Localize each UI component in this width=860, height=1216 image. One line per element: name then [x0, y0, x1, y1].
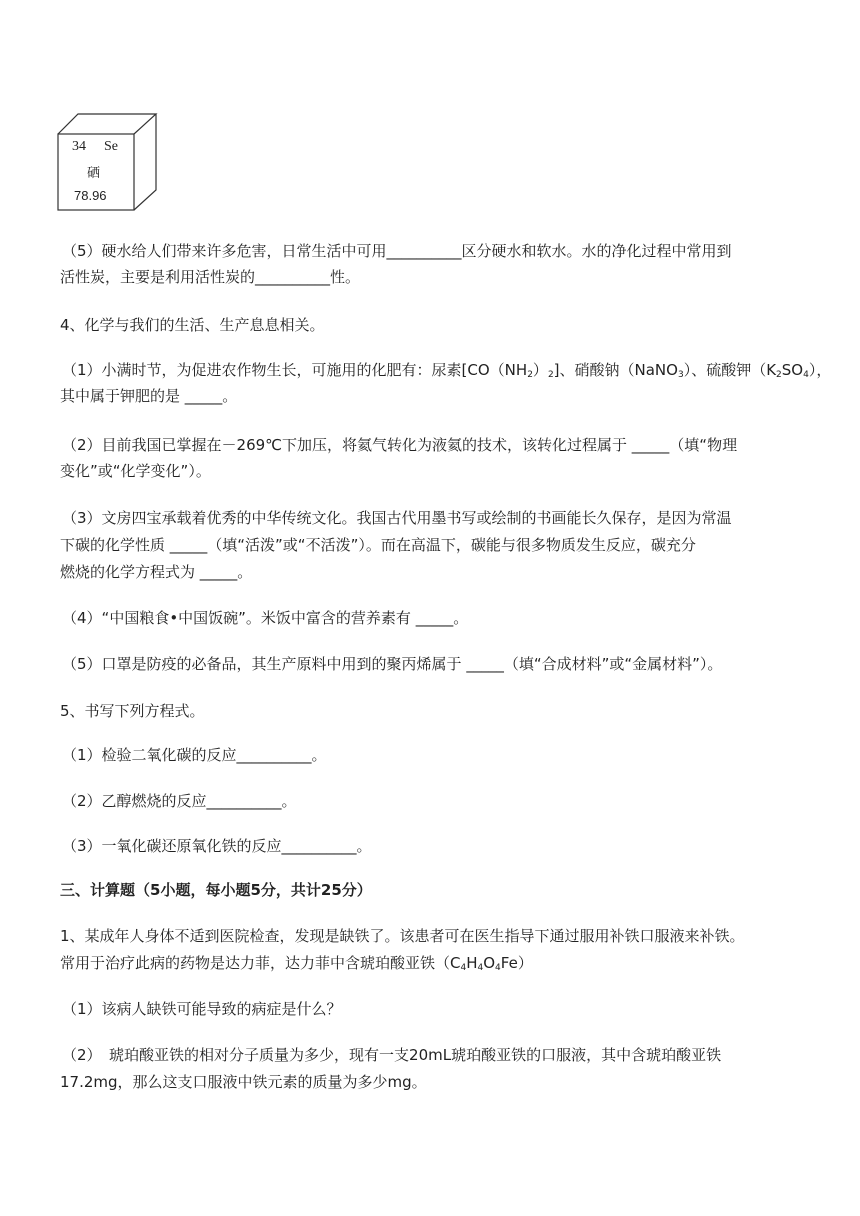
q3-5-line-2: 活性炭，主要是利用活性炭的__________性。	[60, 268, 361, 286]
q4-title: 4、化学与我们的生活、生产息息相关。	[60, 316, 325, 334]
q4-1-line-2: 其中属于钾肥的是 _____。	[60, 387, 238, 405]
q4-2-line-1: （2）目前我国已掌握在－269℃下加压，将氦气转化为液氦的技术，该转化过程属于 _____（填“物理	[62, 436, 738, 454]
c1-line-2: 常用于治疗此病的药物是达力菲，达力菲中含琥珀酸亚铁$(C_4H_4O_4Fe)$	[60, 954, 533, 973]
section-3-title: 三、计算题（5小题，每小题5分，共计25分）	[60, 881, 372, 899]
q5-3: （3）一氧化碳还原氧化铁的反应__________。	[62, 837, 372, 855]
element-number: 34	[72, 139, 86, 154]
q4-3-line-3: 燃烧的化学方程式为 _____。	[60, 563, 253, 581]
q5-2: （2）乙醇燃烧的反应__________。	[62, 792, 297, 810]
q4-4: （4）“中国粮食•中国饭碗”。米饭中富含的营养素有 _____。	[62, 609, 469, 627]
c1-2-line-1: （2） 琥珀酸亚铁的相对分子质量为多少，现有一支20mL琥珀酸亚铁的口服液，其中含琥珀酸亚铁	[62, 1046, 722, 1064]
q5-title: 5、书写下列方程式。	[60, 702, 205, 720]
q4-3-line-2: 下碳的化学性质 _____（填“活泼”或“不活泼”）。而在高温下，碳能与很多物质发生反应，碳充分	[60, 536, 696, 554]
q4-2-line-2: 变化”或“化学变化”）。	[60, 462, 211, 480]
q4-5: （5）口罩是防疫的必备品，其生产原料中用到的聚丙烯属于 _____（填“合成材料”或“金属材料”）。	[62, 655, 723, 673]
q3-5-line-1: （5）硬水给人们带来许多危害，日常生活中可用__________区分硬水和软水。水的净化过程中常用到	[62, 242, 732, 260]
element-name: 硒	[87, 166, 101, 181]
c1-line-1: 1、某成年人身体不适到医院检查，发现是缺铁了。该患者可在医生指导下通过服用补铁口服液来补铁。	[60, 927, 745, 945]
selenium-element-card	[56, 112, 158, 212]
c1-2-line-2: 17.2mg，那么这支口服液中铁元素的质量为多少mg。	[60, 1073, 427, 1091]
q5-1: （1）检验二氧化碳的反应__________。	[62, 746, 327, 764]
c1-1: （1）该病人缺铁可能导致的病症是什么？	[62, 1000, 342, 1018]
q4-1-line-1: （1）小满时节，为促进农作物生长，可施用的化肥有：尿素$[CO(NH_2)_2]$、硝酸钠（NaNO$_3$）、硫酸钾$(K_2SO_4)$，	[62, 361, 832, 380]
element-mass: 78.96	[74, 188, 107, 203]
element-symbol: Se	[104, 139, 118, 154]
q4-3-line-1: （3）文房四宝承载着优秀的中华传统文化。我国古代用墨书写或绘制的书画能长久保存，是因为常温	[62, 509, 732, 527]
